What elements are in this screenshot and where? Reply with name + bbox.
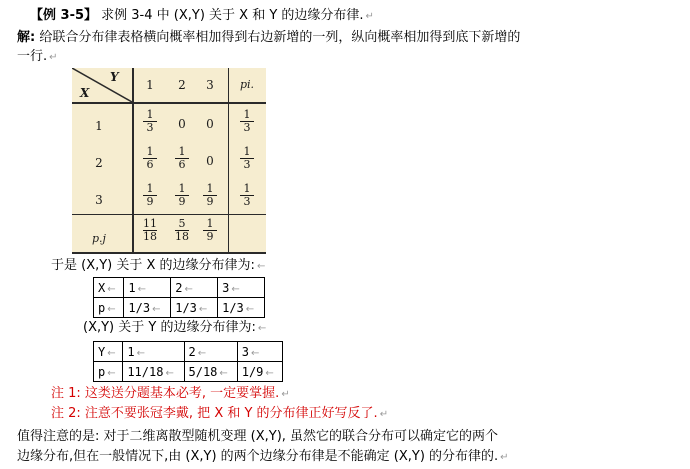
row-header: p.j (92, 232, 106, 245)
row-header: 3 (95, 193, 103, 207)
table-cell: 11/18 ← (123, 362, 184, 382)
return-mark: ↵ (49, 52, 58, 63)
note-1 (51, 385, 290, 404)
table-cell: p ← (94, 362, 123, 382)
x-marginal-table (93, 277, 265, 318)
example-question: 求例 3-4 中 (X,Y) 关于 X 和 Y 的边缘分布律. (97, 8, 364, 23)
fraction-cell: 1 3 (237, 146, 257, 171)
table-rule (72, 214, 266, 215)
table-row (94, 298, 265, 318)
solution-text-1: 给联合分布律表格横向概率相加得到右边新增的一列，纵向概率相加得到底下新增的 (35, 30, 521, 45)
fraction-cell: 1 9 (140, 183, 160, 208)
fraction-cell: 1 3 (237, 183, 257, 208)
table-cell: p ← (94, 298, 124, 318)
return-mark: ↵ (281, 389, 290, 400)
note-1-text: 注 1: 这类送分题基本必考, 一定要掌握. (51, 386, 280, 401)
x-intro (51, 257, 265, 276)
fraction-cell: 1 9 (200, 218, 220, 243)
value-cell: 0 (178, 117, 186, 131)
table-row (94, 342, 283, 362)
y-intro (83, 319, 266, 338)
corner-y-label: Y (110, 70, 119, 84)
value-cell: 0 (206, 117, 214, 131)
value-cell: 0 (206, 154, 214, 168)
table-cell: X ← (94, 278, 124, 298)
col-header: pi. (239, 78, 255, 91)
fraction-cell: 1 3 (237, 109, 257, 134)
return-mark: ↵ (500, 452, 509, 463)
table-row (94, 278, 265, 298)
table-cell: 1 ← (123, 342, 184, 362)
table-cell: 1/3 ← (171, 298, 218, 318)
note-2 (51, 405, 388, 424)
return-mark: ↵ (365, 11, 374, 22)
table-cell: 1 ← (124, 278, 171, 298)
example-label: 【例 3-5】 (30, 8, 98, 23)
table-cell: 1/3 ← (124, 298, 171, 318)
example-title (30, 7, 374, 26)
col-header: 2 (178, 78, 186, 92)
solution-line-2 (17, 48, 58, 67)
return-mark: ↵ (379, 409, 389, 420)
table-cell: 5/18 ← (184, 362, 237, 382)
table-cell: 1/3 ← (218, 298, 265, 318)
col-header: 3 (206, 78, 214, 92)
table-rule (228, 68, 229, 254)
joint-distribution-table (72, 68, 266, 254)
solution-text-2: 一行. (17, 49, 48, 64)
arrow-mark: ← (257, 323, 267, 334)
fraction-cell: 1 9 (172, 183, 192, 208)
row-header: 1 (95, 119, 103, 133)
corner-x-label: X (80, 86, 90, 100)
note-2-text: 注 2: 注意不要张冠李戴, 把 X 和 Y 的分布律正好写反了. (51, 406, 378, 421)
table-row (94, 362, 283, 382)
solution-line-1 (17, 29, 520, 47)
col-header: 1 (146, 78, 154, 92)
row-header: 2 (95, 156, 103, 170)
fraction-cell: 1 6 (140, 146, 160, 171)
table-cell: Y ← (94, 342, 123, 362)
table-rule (72, 252, 266, 254)
solution-label: 解: (17, 30, 36, 45)
y-marginal-table (93, 341, 283, 382)
paragraph-text-2: 边缘分布,但在一般情况下,由 (X,Y) 的两个边缘分布律是不能确定 (X,Y) 的分布律的. (17, 449, 499, 464)
table-cell: 3 ← (237, 342, 282, 362)
fraction-cell: 1 6 (172, 146, 192, 171)
fraction-cell: 5 18 (175, 217, 189, 243)
table-cell: 1/9 ← (237, 362, 282, 382)
paragraph-text-1: 值得注意的是: 对于二维离散型随机变理 (X,Y), 虽然它的联合分布可以确定它的两个 (17, 429, 499, 444)
paragraph-line-2 (17, 448, 509, 467)
table-cell: 2 ← (184, 342, 237, 362)
arrow-mark: ← (256, 261, 266, 272)
table-cell: 3 ← (218, 278, 265, 298)
fraction-cell: 11 18 (143, 217, 157, 243)
fraction-cell: 1 9 (200, 183, 220, 208)
table-cell: 2 ← (171, 278, 218, 298)
x-intro-text: 于是 (X,Y) 关于 X 的边缘分布律为: (51, 258, 255, 273)
fraction-cell: 1 3 (140, 109, 160, 134)
y-intro-text: (X,Y) 关于 Y 的边缘分布律为: (83, 320, 256, 335)
paragraph-line-1 (17, 428, 498, 446)
